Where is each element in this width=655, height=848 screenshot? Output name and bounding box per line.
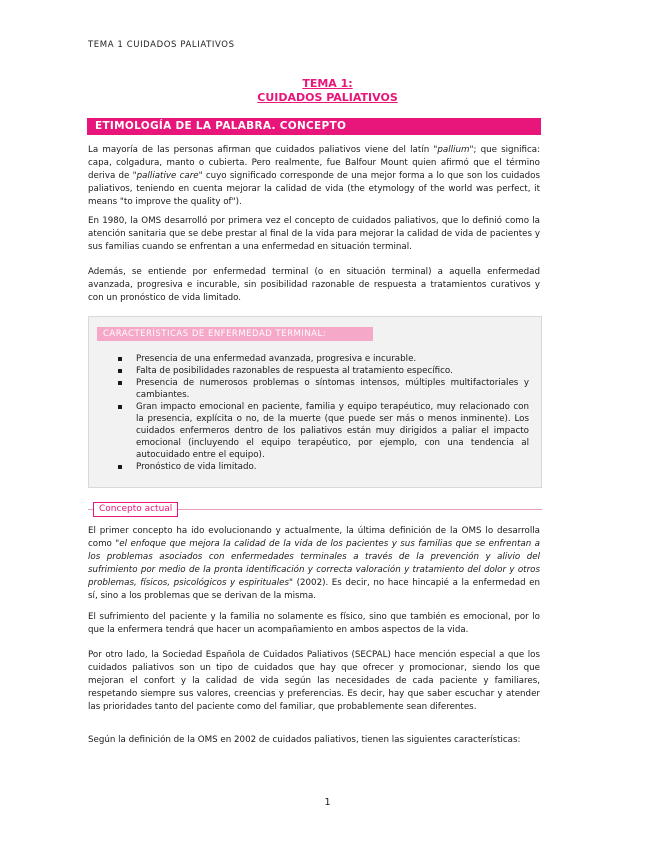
text-run: El primer concepto ha ido evolucionando y actualmente, la última definición de la OMS lo desarrolla como " [88, 526, 540, 549]
list-item [89, 353, 529, 365]
text-run: " (2002). Es decir, no hace hincapié a la enfermedad en sí, sino a los problemas que se derivan de la misma. [88, 578, 540, 601]
paragraph-suffering: El sufrimiento del paciente y la familia no solamente es físico, sino que también es emocional, por lo que la enfermera tendrá que hacer un acompañamiento en ambos aspectos de la vida. [88, 612, 540, 635]
paragraph-terminal-illness: Además, se entiende por enfermedad terminal (o en situación terminal) a aquella enfermedad avanzada, progresiva e incurable, sin posibilidad razonable de respuesta a tratamientos curativos y con un pronóstico de vida limitado. [88, 267, 540, 303]
characteristics-box-title: CARACTERÍSTICAS DE ENFERMEDAD TERMINAL: [97, 327, 373, 341]
list-item-text: Gran impacto emocional en paciente, familia y equipo terapéutico, muy relacionado con la presencia, explícita o no, de la muerte (que puede ser más o menos inminente). Los cuidados enfermeros dentro de los paliativos están muy dirigidos a paliar el impacto emocional (incluyendo el equipo terapéutico, por ejemplo, con una tendencia al autocuidado entre el equipo). [136, 402, 529, 460]
list-item-text: Pronóstico de vida limitado. [136, 462, 257, 472]
english-term: palliative care [136, 171, 199, 181]
square-bullet-icon [118, 465, 122, 469]
paragraph-oms-2002: Según la definición de la OMS en 2002 de cuidados paliativos, tienen las siguientes características: [88, 735, 521, 745]
list-item [89, 377, 529, 401]
text-run: " cuyo significado corresponde de una mejor forma a lo que son los cuidados paliativos, teniendo en cuenta mejorar la calidad de vida (the etymology of the world was perfect, it means "to improve the quality of"). [88, 171, 540, 207]
list-item-text: Falta de posibilidades razonables de respuesta al tratamiento específico. [136, 366, 453, 376]
list-item [89, 461, 529, 473]
paragraph-oms-definition [88, 525, 540, 603]
list-item-text: Presencia de una enfermedad avanzada, progresiva e incurable. [136, 354, 417, 364]
document-title [0, 77, 655, 105]
running-header: TEMA 1 CUIDADOS PALIATIVOS [88, 40, 235, 50]
list-item [89, 365, 529, 377]
paragraph-etymology [88, 144, 540, 209]
section-heading-etymology: ETIMOLOGÍA DE LA PALABRA. CONCEPTO [87, 118, 541, 135]
list-item [89, 401, 529, 461]
square-bullet-icon [118, 357, 122, 361]
characteristics-list [89, 353, 529, 473]
title-line-2: CUIDADOS PALIATIVOS [257, 91, 398, 104]
page-number: 1 [324, 797, 331, 808]
text-run: "; que significa: capa, colgadura, manto o cubierta. Pero realmente, fue Balfour Mount quien afirmó que el término deriva de " [88, 145, 540, 181]
list-item-text: Presencia de numerosos problemas o síntomas intensos, múltiples multifactoriales y cambiantes. [136, 378, 529, 400]
latin-term: pallium [437, 145, 470, 155]
oms-quote: el enfoque que mejora la calidad de la vida de los pacientes y sus familias que se enfrentan a los problemas asociados con enfermedades terminales a través de la prevención y alivio del sufrimiento por medio de la pronta identificación y correcta valoración y tratamiento del dolor y otros problemas, físicos, psicológicos y espirituales [88, 539, 540, 588]
text-run: La mayoría de las personas afirman que cuidados paliativos viene del latín " [88, 145, 438, 155]
concept-actual-label: Concepto actual [93, 502, 178, 517]
paragraph-oms-1980: En 1980, la OMS desarrolló por primera vez el concepto de cuidados paliativos, que lo definió como la atención sanitaria que se debe prestar al final de la vida para mejorar la calidad de vida de pacientes y sus familias cuando se enfrentan a una enfermedad en situación terminal. [88, 216, 540, 252]
square-bullet-icon [118, 369, 122, 373]
square-bullet-icon [118, 381, 122, 385]
paragraph-secpal: Por otro lado, la Sociedad Española de Cuidados Paliativos (SECPAL) hace mención especial a que los cuidados paliativos son un tipo de cuidados que hay que ofrecer y promocionar, siendo los que mejoran el confort y la calidad de vida según las necesidades de cada paciente y familiares, respetando siempre sus valores, creencias y preferencias. Es decir, hay que saber escuchar y atender las prioridades tanto del paciente como del familiar, que probablemente sean diferentes. [88, 650, 540, 712]
characteristics-box [88, 316, 542, 488]
title-line-1: TEMA 1: [302, 77, 353, 90]
square-bullet-icon [118, 405, 122, 409]
